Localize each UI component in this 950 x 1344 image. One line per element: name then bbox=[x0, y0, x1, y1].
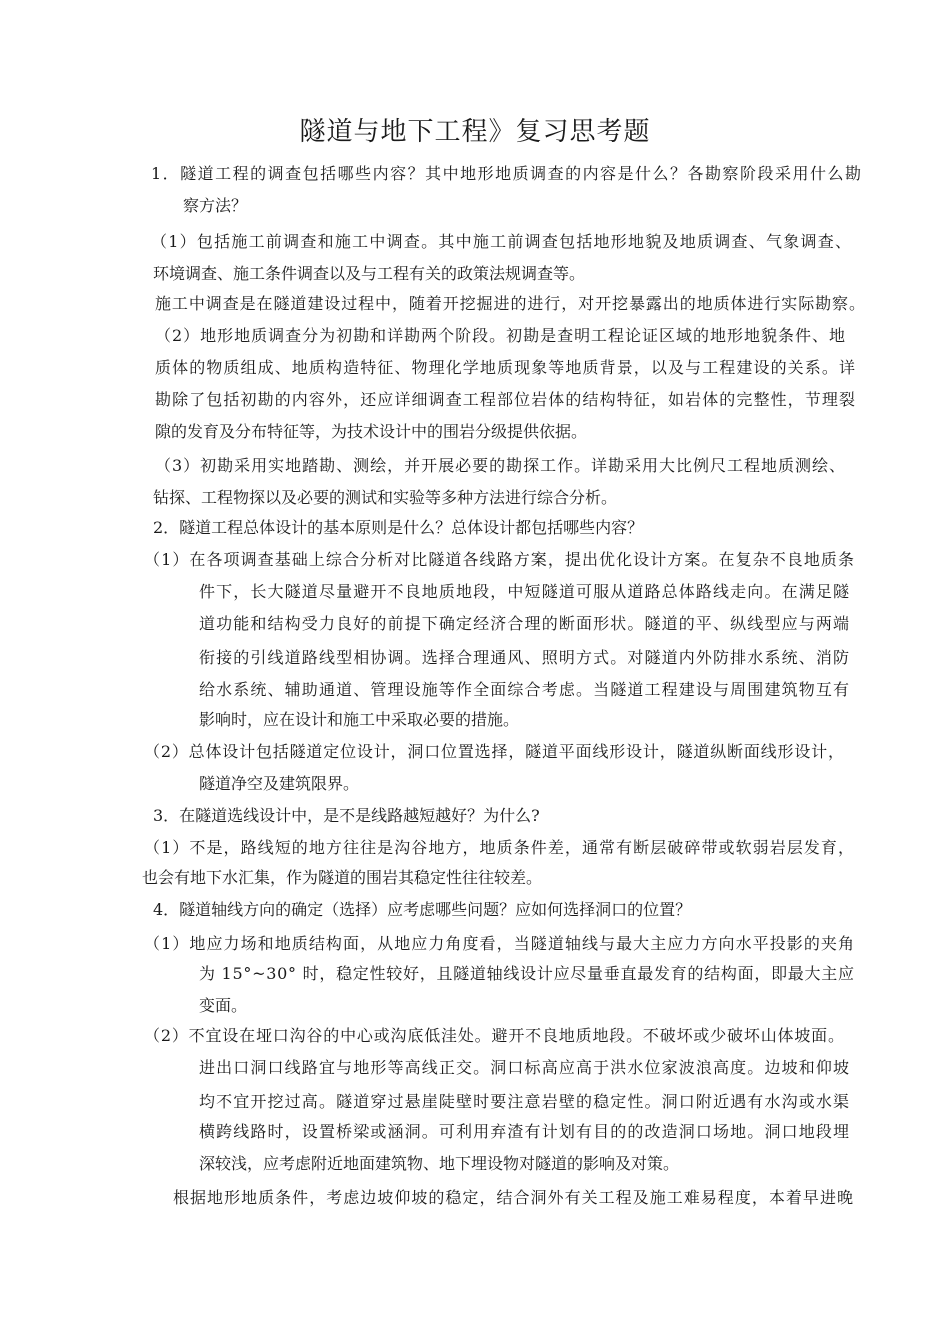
question-1: 1．隧道工程的调查包括哪些内容？其中地形地质调查的内容是什么？各勘察阶段采用什么勘 bbox=[151, 164, 863, 183]
answer-1-2-cont: 质体的物质组成、地质构造特征、物理化学地质现象等地质背景，以及与工程建设的关系。详 bbox=[155, 358, 857, 377]
answer-1-3: （3）初勘采用实地踏勘、测绘，并开展必要的勘探工作。详勘采用大比例尺工程地质测绘、 bbox=[155, 456, 846, 475]
answer-4-2: （2）不宜设在垭口沟谷的中心或沟底低洼处。避开不良地质地段。不破坏或少破坏山体坡面。 bbox=[144, 1026, 845, 1045]
answer-2-1-cont: 衔接的引线道路线型相协调。选择合理通风、照明方式。对隧道内外防排水系统、消防 bbox=[199, 648, 851, 667]
document-title: 隧道与地下工程》复习思考题 bbox=[299, 117, 651, 147]
answer-4-2-cont: 横跨线路时，设置桥梁或涵洞。可利用弃渣有计划有目的的改造洞口场地。洞口地段埋 bbox=[199, 1122, 851, 1141]
answer-4-2-cont: 均不宜开挖过高。隧道穿过悬崖陡壁时要注意岩壁的稳定性。洞口附近遇有水沟或水渠 bbox=[199, 1092, 851, 1111]
answer-2-1-cont: 影响时，应在设计和施工中采取必要的措施。 bbox=[199, 710, 520, 729]
answer-2-1-cont: 给水系统、辅助通道、管理设施等作全面综合考虑。当隧道工程建设与周围建筑物互有 bbox=[199, 680, 851, 699]
answer-1-3-cont: 钻探、工程物探以及必要的测试和实验等多种方法进行综合分析。 bbox=[153, 488, 618, 507]
answer-2-2-cont: 隧道净空及建筑限界。 bbox=[199, 774, 360, 793]
question-4: 4．隧道轴线方向的确定（选择）应考虑哪些问题？应如何选择洞口的位置？ bbox=[153, 900, 692, 919]
answer-2-1: （1）在各项调查基础上综合分析对比隧道各线路方案，提出优化设计方案。在复杂不良地质条 bbox=[144, 550, 856, 569]
answer-1-1-para: 施工中调查是在隧道建设过程中，随着开挖掘进的进行，对开挖暴露出的地质体进行实际勘察。 bbox=[155, 294, 866, 313]
question-3: 3．在隧道选线设计中，是不是线路越短越好？为什么? bbox=[153, 806, 540, 825]
question-2: 2．隧道工程总体设计的基本原则是什么？总体设计都包括哪些内容？ bbox=[153, 518, 644, 537]
answer-4-2-cont: 深较浅，应考虑附近地面建筑物、地下埋设物对隧道的影响及对策。 bbox=[199, 1154, 680, 1173]
question-1-cont: 察方法？ bbox=[183, 196, 248, 215]
answer-4-para: 根据地形地质条件，考虑边坡仰坡的稳定，结合洞外有关工程及施工难易程度，本着早进晚 bbox=[173, 1188, 855, 1207]
answer-4-1-cont: 变面。 bbox=[199, 996, 248, 1015]
answer-1-2-cont: 隙的发育及分布特征等，为技术设计中的围岩分级提供依据。 bbox=[155, 422, 588, 441]
answer-1-2: （2）地形地质调查分为初勘和详勘两个阶段。初勘是查明工程论证区域的地形地貌条件、地 bbox=[155, 326, 846, 345]
answer-1-1-cont: 环境调查、施工条件调查以及与工程有关的政策法规调查等。 bbox=[153, 264, 586, 283]
answer-2-1-cont: 道功能和结构受力良好的前提下确定经济合理的断面形状。隧道的平、纵线型应与两端 bbox=[199, 614, 851, 633]
answer-3-1: （1）不是，路线短的地方往往是沟谷地方，地质条件差，通常有断层破碎带或软弱岩层发育， bbox=[144, 838, 856, 857]
answer-1-2-cont: 勘除了包括初勘的内容外，还应详细调查工程部位岩体的结构特征，如岩体的完整性，节理裂 bbox=[155, 390, 857, 409]
answer-2-2: （2）总体设计包括隧道定位设计，洞口位置选择，隧道平面线形设计，隧道纵断面线形设计， bbox=[144, 742, 845, 761]
answer-4-1: （1）地应力场和地质结构面，从地应力角度看，当隧道轴线与最大主应力方向水平投影的夹角 bbox=[144, 934, 856, 953]
answer-2-1-cont: 件下，长大隧道尽量避开不良地质地段，中短隧道可服从道路总体路线走向。在满足隧 bbox=[199, 582, 851, 601]
answer-3-1-cont: 也会有地下水汇集，作为隧道的围岩其稳定性往往较差。 bbox=[142, 868, 543, 887]
answer-4-1-cont: 为 15°~30° 时，稳定性较好，且隧道轴线设计应尽量垂直最发育的结构面，即最大主应 bbox=[199, 964, 855, 983]
answer-1-1: （1）包括施工前调查和施工中调查。其中施工前调查包括地形地貌及地质调查、气象调查、 bbox=[151, 232, 853, 251]
answer-4-2-cont: 进出口洞口线路宜与地形等高线正交。洞口标高应高于洪水位家波浪高度。边坡和仰坡 bbox=[199, 1058, 851, 1077]
